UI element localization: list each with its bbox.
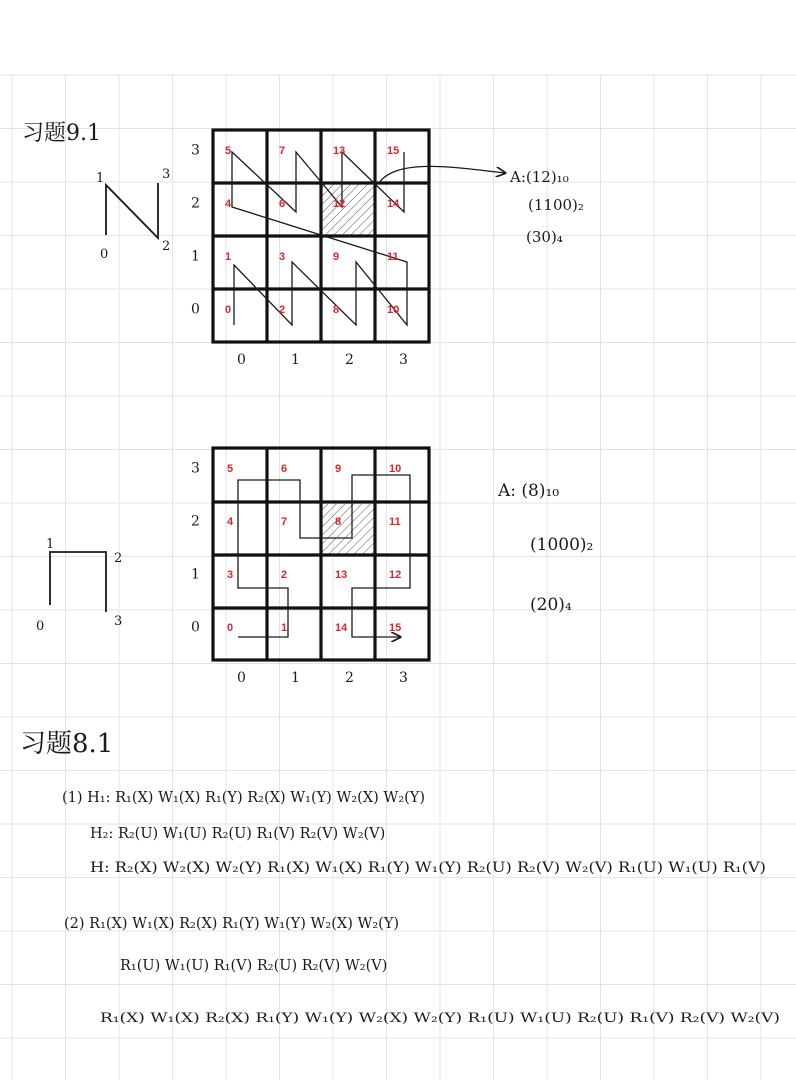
cell-number: 15 bbox=[387, 145, 400, 157]
col-label: 3 bbox=[399, 670, 408, 686]
cell-number: 15 bbox=[389, 622, 402, 634]
ex91-heading: 习题9.1 bbox=[22, 121, 101, 146]
ex91-answer-bin: (1100)₂ bbox=[528, 196, 584, 214]
cell-number: 14 bbox=[335, 622, 348, 634]
hilbert-answer-quat: (20)₄ bbox=[530, 595, 572, 615]
cell-number: 8 bbox=[333, 304, 340, 316]
u-curve-sketch bbox=[50, 552, 106, 612]
col-label: 3 bbox=[399, 352, 408, 368]
cell-number: 5 bbox=[225, 145, 232, 157]
cell-number: 11 bbox=[389, 516, 401, 528]
cell-number: 9 bbox=[335, 463, 342, 475]
n-label-3: 3 bbox=[162, 167, 171, 182]
cell-number: 2 bbox=[281, 569, 288, 581]
z-grid-col-labels bbox=[237, 352, 408, 368]
cell-number: 9 bbox=[333, 251, 340, 263]
ex91-answer-dec: A:(12)₁₀ bbox=[510, 168, 569, 186]
cell-number: 5 bbox=[227, 463, 234, 475]
cell-number: 12 bbox=[333, 198, 346, 210]
p2-line1: (2) R₁(X) W₁(X) R₂(X) R₁(Y) W₁(Y) W₂(X) W₂(Y) bbox=[64, 916, 400, 932]
cell-number: 3 bbox=[279, 251, 286, 263]
n-label-2: 2 bbox=[162, 239, 171, 254]
col-label: 1 bbox=[291, 670, 300, 686]
n-label-1: 1 bbox=[96, 171, 105, 186]
cell-number: 4 bbox=[227, 516, 234, 528]
cell-number: 10 bbox=[387, 304, 400, 316]
cell-number: 0 bbox=[225, 304, 232, 316]
p1-line1: (1) H₁: R₁(X) W₁(X) R₁(Y) R₂(X) W₁(Y) W₂(X) W₂(Y) bbox=[62, 790, 426, 806]
row-label: 3 bbox=[191, 460, 200, 477]
hilbert-answer-dec: A: (8)₁₀ bbox=[498, 481, 560, 501]
cell-number: 13 bbox=[333, 145, 346, 157]
row-label: 2 bbox=[191, 195, 200, 212]
p1-line2: H₂: R₂(U) W₁(U) R₂(U) R₁(V) R₂(V) W₂(V) bbox=[90, 826, 386, 842]
n-curve-sketch bbox=[106, 183, 158, 238]
col-label: 1 bbox=[291, 352, 300, 368]
cell-number: 12 bbox=[389, 569, 402, 581]
col-label: 0 bbox=[237, 352, 246, 368]
p2-line2: R₁(U) W₁(U) R₁(V) R₂(U) R₂(V) W₂(V) bbox=[120, 958, 388, 974]
u-label-2: 2 bbox=[114, 551, 123, 566]
cell-number: 7 bbox=[279, 145, 286, 157]
cell-number: 6 bbox=[279, 198, 286, 210]
ex91-answer-quat: (30)₄ bbox=[526, 228, 563, 246]
n-label-0: 0 bbox=[100, 247, 109, 262]
col-label: 2 bbox=[345, 670, 354, 686]
cell-number: 1 bbox=[225, 251, 232, 263]
cell-number: 10 bbox=[389, 463, 402, 475]
answer-arrow bbox=[378, 166, 505, 184]
hilbert-answer-bin: (1000)₂ bbox=[530, 535, 594, 555]
col-label: 2 bbox=[345, 352, 354, 368]
ex81-heading: 习题8.1 bbox=[20, 729, 114, 759]
cell-number: 7 bbox=[281, 516, 288, 528]
u-label-3: 3 bbox=[114, 614, 123, 629]
hilbert-grid-row-labels bbox=[191, 461, 200, 636]
p2-line3: R₁(X) W₁(X) R₂(X) R₁(Y) W₁(Y) W₂(X) W₂(Y) R₁(U) W₁(U) R₂(U) R₁(V) R₂(V) W₂(V) bbox=[100, 1011, 780, 1026]
cell-number: 1 bbox=[281, 622, 288, 634]
cell-number: 11 bbox=[387, 251, 399, 263]
cell-number: 8 bbox=[335, 516, 342, 528]
cell-number: 4 bbox=[225, 198, 232, 210]
cell-number: 0 bbox=[227, 622, 234, 634]
row-label: 2 bbox=[191, 513, 200, 530]
row-label: 0 bbox=[191, 301, 200, 318]
u-label-1: 1 bbox=[46, 537, 55, 552]
cell-number: 13 bbox=[335, 569, 348, 581]
cell-number: 6 bbox=[281, 463, 288, 475]
row-label: 1 bbox=[191, 248, 200, 265]
p1-line3: H: R₂(X) W₂(X) W₂(Y) R₁(X) W₁(X) R₁(Y) W₁(Y) R₂(U) R₂(V) W₂(V) R₁(U) W₁(U) R₁(V) bbox=[90, 860, 766, 876]
cell-number: 14 bbox=[387, 198, 400, 210]
cell-number: 3 bbox=[227, 569, 234, 581]
highlighted-cell-2 bbox=[322, 504, 376, 554]
col-label: 0 bbox=[237, 670, 246, 686]
cell-number: 2 bbox=[279, 304, 286, 316]
z-grid-row-labels bbox=[191, 143, 200, 318]
hilbert-grid-col-labels bbox=[237, 670, 408, 686]
row-label: 3 bbox=[191, 142, 200, 159]
row-label: 0 bbox=[191, 619, 200, 636]
u-label-0: 0 bbox=[36, 619, 45, 634]
row-label: 1 bbox=[191, 566, 200, 583]
